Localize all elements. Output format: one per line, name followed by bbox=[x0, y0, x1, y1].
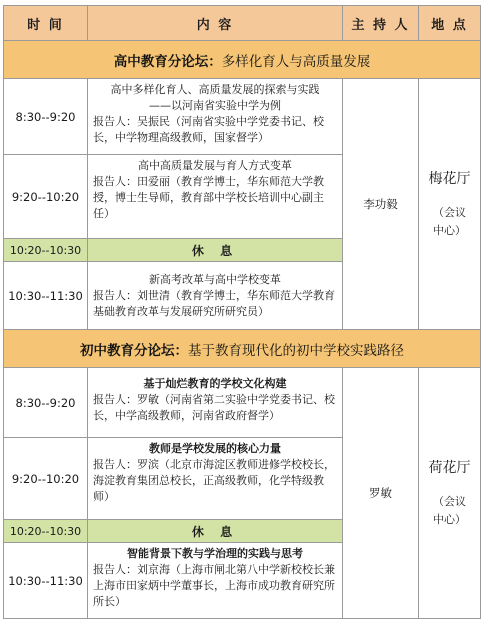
session-reporter: 报告人：吴振民（河南省实验中学党委书记、校长，中学物理高级教师，国家督学） bbox=[93, 115, 324, 144]
session-time: 10:30--11:30 bbox=[4, 543, 88, 619]
location-note-line1: （会议 bbox=[433, 495, 466, 508]
forum-title bbox=[4, 330, 481, 368]
forum-title bbox=[4, 41, 481, 79]
session-reporter: 报告人：刘世清（教育学博士，华东师范大学教育基础教育改革与发展研究所研究员） bbox=[93, 289, 335, 318]
session-content bbox=[88, 262, 343, 330]
forum-name: 初中教育分论坛： bbox=[80, 342, 188, 359]
location-note bbox=[419, 204, 480, 240]
location-note-line2: 中心） bbox=[433, 224, 466, 237]
forum-theme: 基于教育现代化的初中学校实践路径 bbox=[188, 342, 404, 359]
session-subtitle: ——以河南省实验中学为例 bbox=[149, 99, 281, 112]
session-time: 8:30--9:20 bbox=[4, 79, 88, 155]
header-location: 地 点 bbox=[419, 6, 481, 41]
session-title: 新高考改革与高中学校变革 bbox=[149, 273, 281, 286]
break-label: 休 息 bbox=[88, 520, 343, 543]
header-row bbox=[4, 6, 481, 41]
break-time: 10:20--10:30 bbox=[4, 520, 88, 543]
location-name: 梅花厅 bbox=[428, 171, 471, 187]
session-reporter: 报告人：罗滨（北京市海淀区教师进修学校校长，海淀教育集团总校长，正高级教师，化学特级教师） bbox=[93, 458, 335, 503]
session-content bbox=[88, 368, 343, 438]
session-title: 高中多样化育人、高质量发展的探索与实践 bbox=[110, 83, 320, 96]
break-time: 10:20--10:30 bbox=[4, 239, 88, 262]
forum-theme: 多样化育人与高质量发展 bbox=[221, 53, 371, 70]
forum-name: 高中教育分论坛： bbox=[113, 53, 222, 70]
location-note-line2: 中心） bbox=[433, 513, 466, 526]
session-reporter: 报告人：罗敏（河南省第二实验中学党委书记、校长，中学高级教师，河南省政府督学） bbox=[93, 393, 335, 422]
session-content bbox=[88, 79, 343, 155]
session-title: 高中高质量发展与育人方式变革 bbox=[138, 159, 292, 172]
session-time: 9:20--10:20 bbox=[4, 155, 88, 239]
session-time: 8:30--9:20 bbox=[4, 368, 88, 438]
session-time: 9:20--10:20 bbox=[4, 438, 88, 520]
session-title: 教师是学校发展的核心力量 bbox=[149, 442, 281, 455]
session-row bbox=[4, 79, 481, 155]
session-reporter: 报告人：刘京海（上海市闸北第八中学新校校长兼上海市田家炳中学董事长，上海市成功教育研究所所长） bbox=[93, 563, 335, 608]
forum-location bbox=[419, 368, 481, 619]
forum-title-row bbox=[4, 330, 481, 368]
forum-title-row bbox=[4, 41, 481, 79]
location-note-line1: （会议 bbox=[433, 206, 466, 219]
header-host: 主 持 人 bbox=[343, 6, 419, 41]
forum-host: 李功毅 bbox=[343, 79, 419, 330]
schedule-table bbox=[3, 5, 481, 619]
header-content: 内 容 bbox=[88, 6, 343, 41]
forum-host: 罗敏 bbox=[343, 368, 419, 619]
break-label: 休 息 bbox=[88, 239, 343, 262]
session-row bbox=[4, 368, 481, 438]
session-title: 基于灿烂教育的学校文化构建 bbox=[143, 377, 287, 390]
session-time: 10:30--11:30 bbox=[4, 262, 88, 330]
session-reporter: 报告人：田爱丽（教育学博士，华东师范大学教授，博士生导师，教育部中学校长培训中心副主任） bbox=[93, 175, 324, 220]
forum-location bbox=[419, 79, 481, 330]
session-content bbox=[88, 438, 343, 520]
session-content bbox=[88, 155, 343, 239]
location-name: 荷花厅 bbox=[428, 460, 471, 476]
header-time: 时 间 bbox=[4, 6, 88, 41]
location-note bbox=[419, 493, 480, 529]
session-title: 智能背景下教与学治理的实践与思考 bbox=[127, 547, 303, 560]
session-content bbox=[88, 543, 343, 619]
